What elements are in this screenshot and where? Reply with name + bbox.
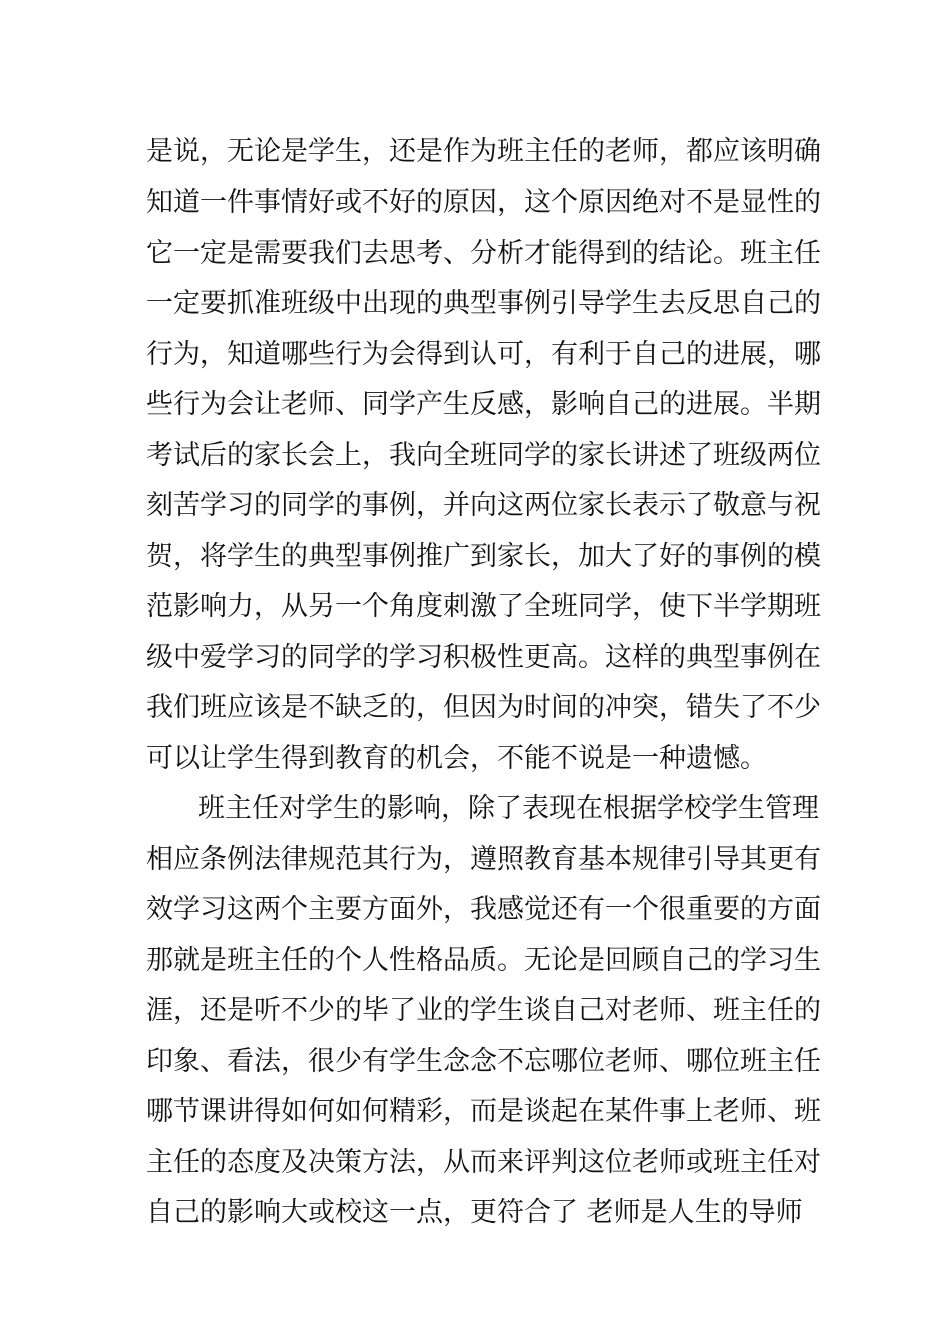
text-line: 知道一件事情好或不好的原因，这个原因绝对不是显性的 (146, 187, 821, 218)
text-line: 我们班应该是不缺乏的，但因为时间的冲突，错失了不少 (146, 692, 821, 723)
text-line: 刻苦学习的同学的事例，并向这两位家长表示了敬意与祝 (146, 490, 821, 521)
text-line: 些行为会让老师、同学产生反感，影响自己的进展。半期 (146, 389, 821, 420)
text-line: 主任的态度及决策方法，从而来评判这位老师或班主任对 (146, 1147, 821, 1178)
text-line: 自己的影响大或校这一点，更符合了 老师是人生的导师 (146, 1197, 803, 1228)
text-line: 效学习这两个主要方面外，我感觉还有一个很重要的方面 (146, 894, 821, 925)
text-line: 贺，将学生的典型事例推广到家长，加大了好的事例的模 (146, 541, 821, 572)
text-line: 考试后的家长会上，我向全班同学的家长讲述了班级两位 (146, 440, 821, 471)
paragraph-first-line: 班主任对学生的影响，除了表现在根据学校学生管理 (198, 793, 819, 824)
text-line: 相应条例法律规范其行为，遵照教育基本规律引导其更有 (146, 844, 821, 875)
text-line: 范影响力，从另一个角度刺激了全班同学，使下半学期班 (146, 591, 821, 622)
text-line: 涯，还是听不少的毕了业的学生谈自己对老师、班主任的 (146, 995, 821, 1026)
text-line: 哪节课讲得如何如何精彩，而是谈起在某件事上老师、班 (146, 1096, 821, 1127)
text-line: 级中爱学习的同学的学习积极性更高。这样的典型事例在 (146, 642, 821, 673)
text-line: 是说，无论是学生，还是作为班主任的老师，都应该明确 (146, 136, 821, 167)
text-line: 它一定是需要我们去思考、分析才能得到的结论。班主任 (146, 238, 821, 269)
text-line: 那就是班主任的个人性格品质。无论是回顾自己的学习生 (146, 945, 821, 976)
text-line: 印象、看法，很少有学生念念不忘哪位老师、哪位班主任 (146, 1046, 821, 1077)
text-line: 一定要抓准班级中出现的典型事例引导学生去反思自己的 (146, 288, 821, 319)
text-line: 行为，知道哪些行为会得到认可，有利于自己的进展，哪 (146, 339, 821, 370)
text-line: 可以让学生得到教育的机会，不能不说是一种遗憾。 (146, 743, 767, 774)
